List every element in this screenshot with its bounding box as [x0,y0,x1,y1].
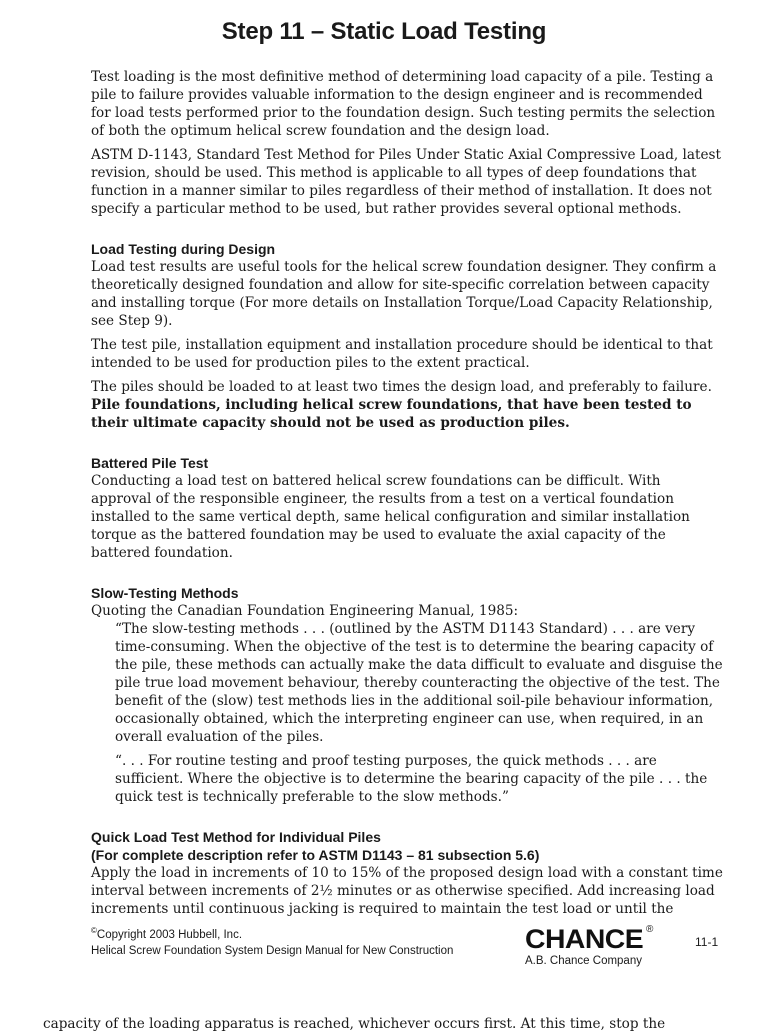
quick-paragraph-part-a: Apply the load in increments of 10 to 15% of the proposed design load with a constant time interval between increments of 2 [91,865,723,899]
copyright-line [91,923,453,943]
design-warning-bold: Pile foundations, including helical screw foundations, that have been tested to their ultimate capacity should not be used as production piles. [91,397,692,431]
design-paragraph-3-text: The piles should be loaded to at least two times the design load, and preferably to failure. [91,379,712,395]
section-subheading-quick: (For complete description refer to ASTM D1143 – 81 subsection 5.6) [91,847,540,863]
design-paragraph-3 [91,378,725,432]
section-heading-battered: Battered Pile Test [91,455,209,471]
section-heading-slow: Slow-Testing Methods [91,585,239,601]
intro-paragraph-1: Test loading is the most definitive method of determining load capacity of a pile. Testing a pile to failure provides valuable information to the design engineer and is recommended for load tests performed prior to the foundation design. Such testing permits the selection of both the optimum helical screw foundation and the design load. [91,69,716,139]
quick-fraction: ½ [319,883,333,899]
registered-mark: ® [646,924,654,935]
copyright-text: Copyright 2003 Hubbell, Inc. [96,929,243,941]
company-name: A.B. Chance Company [525,955,642,967]
section-heading-design: Load Testing during Design [91,241,276,257]
battered-paragraph: Conducting a load test on battered helical screw foundations can be difficult. With approval of the responsible engineer, the results from a test on a vertical foundation installed to the same vertical depth, same helical configuration and similar installation torque as the battered foundation may be used to evaluate the axial capacity of the battered foundation. [91,473,690,561]
next-page-text: capacity of the loading apparatus is reached, whichever occurs first. At this time, stop the [43,1016,666,1032]
section-heading-quick: Quick Load Test Method for Individual Piles [91,829,381,845]
document-body [91,68,725,924]
page-number: 11-1 [695,935,719,949]
design-paragraph-2: The test pile, installation equipment and installation procedure should be identical to that intended to be used for production piles to the extent practical. [91,337,713,371]
intro-paragraph-2: ASTM D-1143, Standard Test Method for Piles Under Static Axial Compressive Load, latest revision, should be used. This method is applicable to all types of deep foundations that function in a manner similar to piles regardless of their method of installation. It does not specify a particular method to be used, but rather provides several optional methods. [91,147,721,217]
logo-wordmark: CHANCE [525,924,644,954]
quick-paragraph [91,864,725,918]
chance-logo [525,924,665,968]
footer-info [91,923,453,959]
slow-quote-1: “The slow-testing methods . . . (outlined by the ASTM D1143 Standard) . . . are very time-consuming. When the objective of the test is to determine the bearing capacity of the pile, these methods can actually make the data difficult to evaluate and disguise the pile true load movement behaviour, thereby counteracting the objective of the test. The benefit of the (slow) test methods lies in the additional soil-pile behaviour information, occasionally obtained, which the interpreting engineer can use, when required, in an overall evaluation of the piles. [115,621,723,745]
copyright-symbol: © [91,926,97,935]
design-paragraph-1: Load test results are useful tools for the helical screw foundation designer. They confirm a theoretically designed foundation and allow for site-specific correlation between capacity and installing torque (For more details on Installation Torque/Load Capacity Relationship, see Step 9). [91,259,717,329]
manual-title: Helical Screw Foundation System Design Manual for New Construction [91,945,454,957]
quick-paragraph-part-b: minutes or as otherwise specified. Add increasing load increments until continuous jacking is required to maintain the test load or until the [91,883,715,917]
slow-lead: Quoting the Canadian Foundation Engineering Manual, 1985: [91,603,519,619]
slow-quote-2: “. . . For routine testing and proof testing purposes, the quick methods . . . are sufficient. Where the objective is to determine the bearing capacity of the pile . . . the quick test is technically preferable to the slow methods.” [115,753,708,805]
page-title: Step 11 – Static Load Testing [221,18,547,45]
